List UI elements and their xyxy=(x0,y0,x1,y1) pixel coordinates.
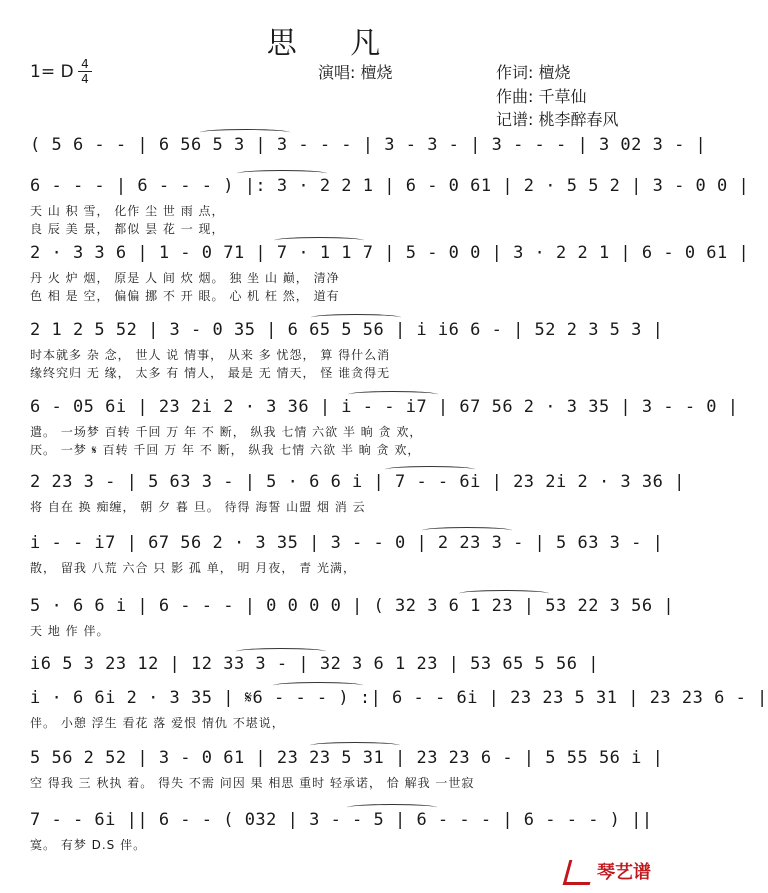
lyric-line: 丹 火 炉 烟， 原是 人 间 炊 烟。 独 坐 山 巅， 清净 xyxy=(30,271,340,285)
lyric-line: 伴。 小憩 浮生 看花 落 爱恨 情仇 不堪说， xyxy=(30,716,285,730)
lyric-line: 空 得我 三 秋执 着。 得失 不需 问因 果 相思 重时 轻承诺， 恰 解我 一世寂 xyxy=(30,776,475,790)
notation-line: i · 6 6i 2 · 3 35 | 𝄋6 - - - ) :| 6 - - 6i | 23 23 5 31 | 23 23 6 - | xyxy=(30,688,768,708)
composer-credit: 作曲: 千草仙 xyxy=(496,87,587,106)
singer-credit: 演唱: 檀烧 xyxy=(318,63,393,82)
lyric-line: 遣。 一场梦 百转 千回 万 年 不 断， 纵我 七情 六欲 半 晌 贪 欢， xyxy=(30,425,423,439)
time-signature-top: 4 xyxy=(81,57,89,71)
slur-arc xyxy=(459,590,549,597)
slur-arc xyxy=(236,648,326,655)
site-logo xyxy=(566,858,651,886)
lyric-line: 色 相 是 空， 偏偏 挪 不 开 眼。 心 机 枉 然， 道有 xyxy=(30,289,340,303)
lyric-line: 寞。 有梦 D.S 伴。 xyxy=(30,838,147,852)
notation-line: 5 56 2 52 | 3 - 0 61 | 23 23 5 31 | 23 23 6 - | 5 55 56 i | xyxy=(30,748,664,768)
lyric-line: 天 地 作 伴。 xyxy=(30,624,110,638)
slur-arc xyxy=(385,466,475,473)
transcriber-credit: 记谱: 桃李醉春风 xyxy=(496,110,619,129)
notation-line: 7 - - 6i || 6 - - ( 032 | 3 - - 5 | 6 - - - | 6 - - - ) || xyxy=(30,810,653,830)
lyric-line: 将 自在 换 痴缠， 朝 夕 暮 旦。 待得 海誓 山盟 烟 消 云 xyxy=(30,500,366,514)
logo-text: 琴艺谱 xyxy=(597,861,651,883)
time-signature xyxy=(78,58,92,85)
lyric-line: 散， 留我 八荒 六合 只 影 孤 单， 明 月夜， 青 光满， xyxy=(30,561,356,575)
lyric-line: 缘终究归 无 缘， 太多 有 情人， 最是 无 情天， 怪 谁贪得无 xyxy=(30,366,391,380)
notation-line: 5 · 6 6 i | 6 - - - | 0 0 0 0 | ( 32 3 6 1 23 | 53 22 3 56 | xyxy=(30,596,675,616)
notation-line: ( 5 6 - - | 6 56 5 3 | 3 - - - | 3 - 3 - | 3 - - - | 3 02 3 - | xyxy=(30,135,707,155)
slur-arc xyxy=(273,682,363,689)
slur-arc xyxy=(237,170,327,177)
lyric-line: 厌。 一梦 𝄋 百转 千回 万 年 不 断， 纵我 七情 六欲 半 晌 贪 欢， xyxy=(30,443,421,457)
key-signature: 1= D xyxy=(30,62,74,82)
lyric-line: 天 山 积 雪， 化作 尘 世 雨 点， xyxy=(30,204,225,218)
notation-line: 2 23 3 - | 5 63 3 - | 5 · 6 6 i | 7 - - 6i | 23 2i 2 · 3 36 | xyxy=(30,472,685,492)
slur-arc xyxy=(310,742,400,749)
lyricist-credit: 作词: 檀烧 xyxy=(496,63,571,82)
time-signature-bottom: 4 xyxy=(81,72,89,86)
slur-arc xyxy=(200,129,290,136)
notation-line: 2 · 3 3 6 | 1 - 0 71 | 7 · 1 1 7 | 5 - 0 0 | 3 · 2 2 1 | 6 - 0 61 | xyxy=(30,243,750,263)
song-title: 思 凡 xyxy=(266,26,403,61)
notation-line: 2 1 2 5 52 | 3 - 0 35 | 6 65 5 56 | i i6 6 - | 52 2 3 5 3 | xyxy=(30,320,664,340)
lyric-line: 时本就多 杂 念， 世人 说 情事， 从来 多 忧怨， 算 得什么消 xyxy=(30,348,391,362)
slur-arc xyxy=(274,237,364,244)
slur-arc xyxy=(422,527,512,534)
lyric-line: 良 辰 美 景， 都似 昙 花 一 现， xyxy=(30,222,225,236)
notation-line: 6 - - - | 6 - - - ) |: 3 · 2 2 1 | 6 - 0 61 | 2 · 5 5 2 | 3 - 0 0 | xyxy=(30,176,750,196)
slur-arc xyxy=(347,804,437,811)
slur-arc xyxy=(311,314,401,321)
slur-arc xyxy=(348,391,438,398)
logo-mark-icon xyxy=(563,860,597,885)
notation-line: i - - i7 | 67 56 2 · 3 35 | 3 - - 0 | 2 23 3 - | 5 63 3 - | xyxy=(30,533,664,553)
notation-line: i6 5 3 23 12 | 12 33 3 - | 32 3 6 1 23 | 53 65 5 56 | xyxy=(30,654,599,674)
notation-line: 6 - 05 6i | 23 2i 2 · 3 36 | i - - i7 | 67 56 2 · 3 35 | 3 - - 0 | xyxy=(30,397,739,417)
